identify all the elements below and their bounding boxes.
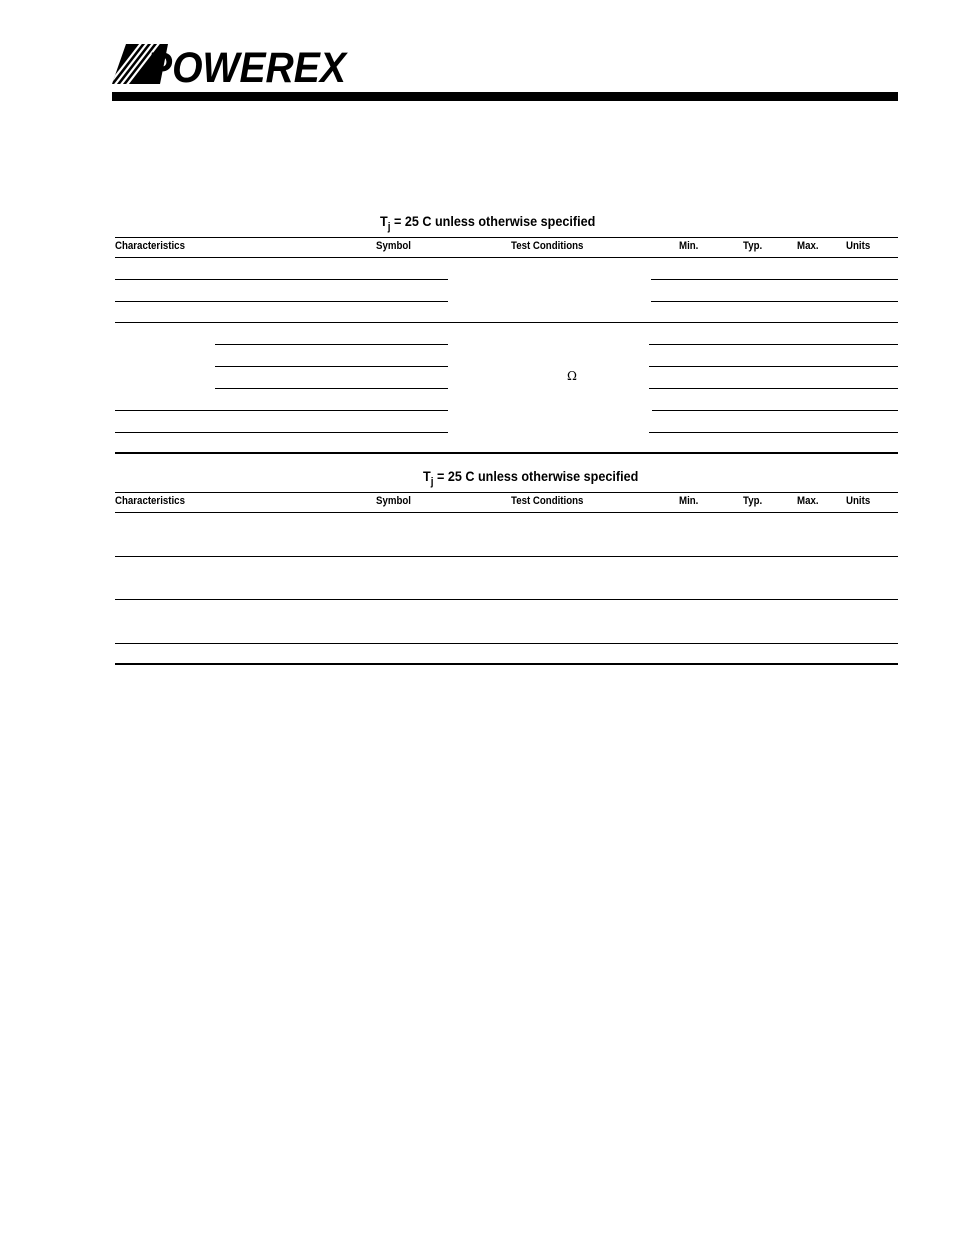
svg-text:POWEREX: POWEREX xyxy=(146,44,348,86)
table2-row-rule xyxy=(115,599,898,600)
table2-header-units: Units xyxy=(846,495,871,507)
table2-header-symbol: Symbol xyxy=(376,495,411,507)
table1-row-rule xyxy=(215,344,448,345)
table1-top-rule xyxy=(115,237,898,238)
table2-header-typ: Typ. xyxy=(743,495,763,507)
table1-row-rule xyxy=(651,279,898,280)
table1-header-test-conditions: Test Conditions xyxy=(511,240,584,252)
omega-symbol: Ω xyxy=(567,369,577,383)
table1-row-rule xyxy=(115,301,448,302)
table1-row-rule xyxy=(215,366,448,367)
table2-row-rule xyxy=(115,556,898,557)
table1-title: $T_j = 25$ C unless otherwise specified xyxy=(380,213,596,233)
table1-header-symbol: Symbol xyxy=(376,240,411,252)
table1-row-rule xyxy=(115,322,898,323)
table1-row-rule xyxy=(115,432,448,433)
table2-header-min: Min. xyxy=(679,495,699,507)
table2-header-test-conditions: Test Conditions xyxy=(511,495,584,507)
table2-top-rule xyxy=(115,492,898,493)
header-rule xyxy=(112,92,898,101)
table1-row-rule xyxy=(652,410,898,411)
table1-header-max: Max. xyxy=(797,240,819,252)
table1-header-min: Min. xyxy=(679,240,699,252)
table2-row-rule xyxy=(115,643,898,644)
table2-bottom-rule xyxy=(115,663,898,665)
table1-header-characteristics: Characteristics xyxy=(115,240,185,252)
table1-header-units: Units xyxy=(846,240,871,252)
table1-row-rule xyxy=(649,366,898,367)
table1-header-typ: Typ. xyxy=(743,240,763,252)
table2-header-characteristics: Characteristics xyxy=(115,495,185,507)
table1-header-rule xyxy=(115,257,898,258)
table1-row-rule xyxy=(115,410,448,411)
table1-row-rule xyxy=(115,279,448,280)
table1-row-rule xyxy=(215,388,448,389)
table1-bottom-rule xyxy=(115,452,898,454)
table2-title: $T_j = 25$ C unless otherwise specified xyxy=(423,468,639,488)
powerex-logo xyxy=(112,42,348,86)
table1-row-rule xyxy=(649,388,898,389)
table1-row-rule xyxy=(649,432,898,433)
table2-header-max: Max. xyxy=(797,495,819,507)
table1-row-rule xyxy=(651,301,898,302)
table1-row-rule xyxy=(649,344,898,345)
table2-header-rule xyxy=(115,512,898,513)
